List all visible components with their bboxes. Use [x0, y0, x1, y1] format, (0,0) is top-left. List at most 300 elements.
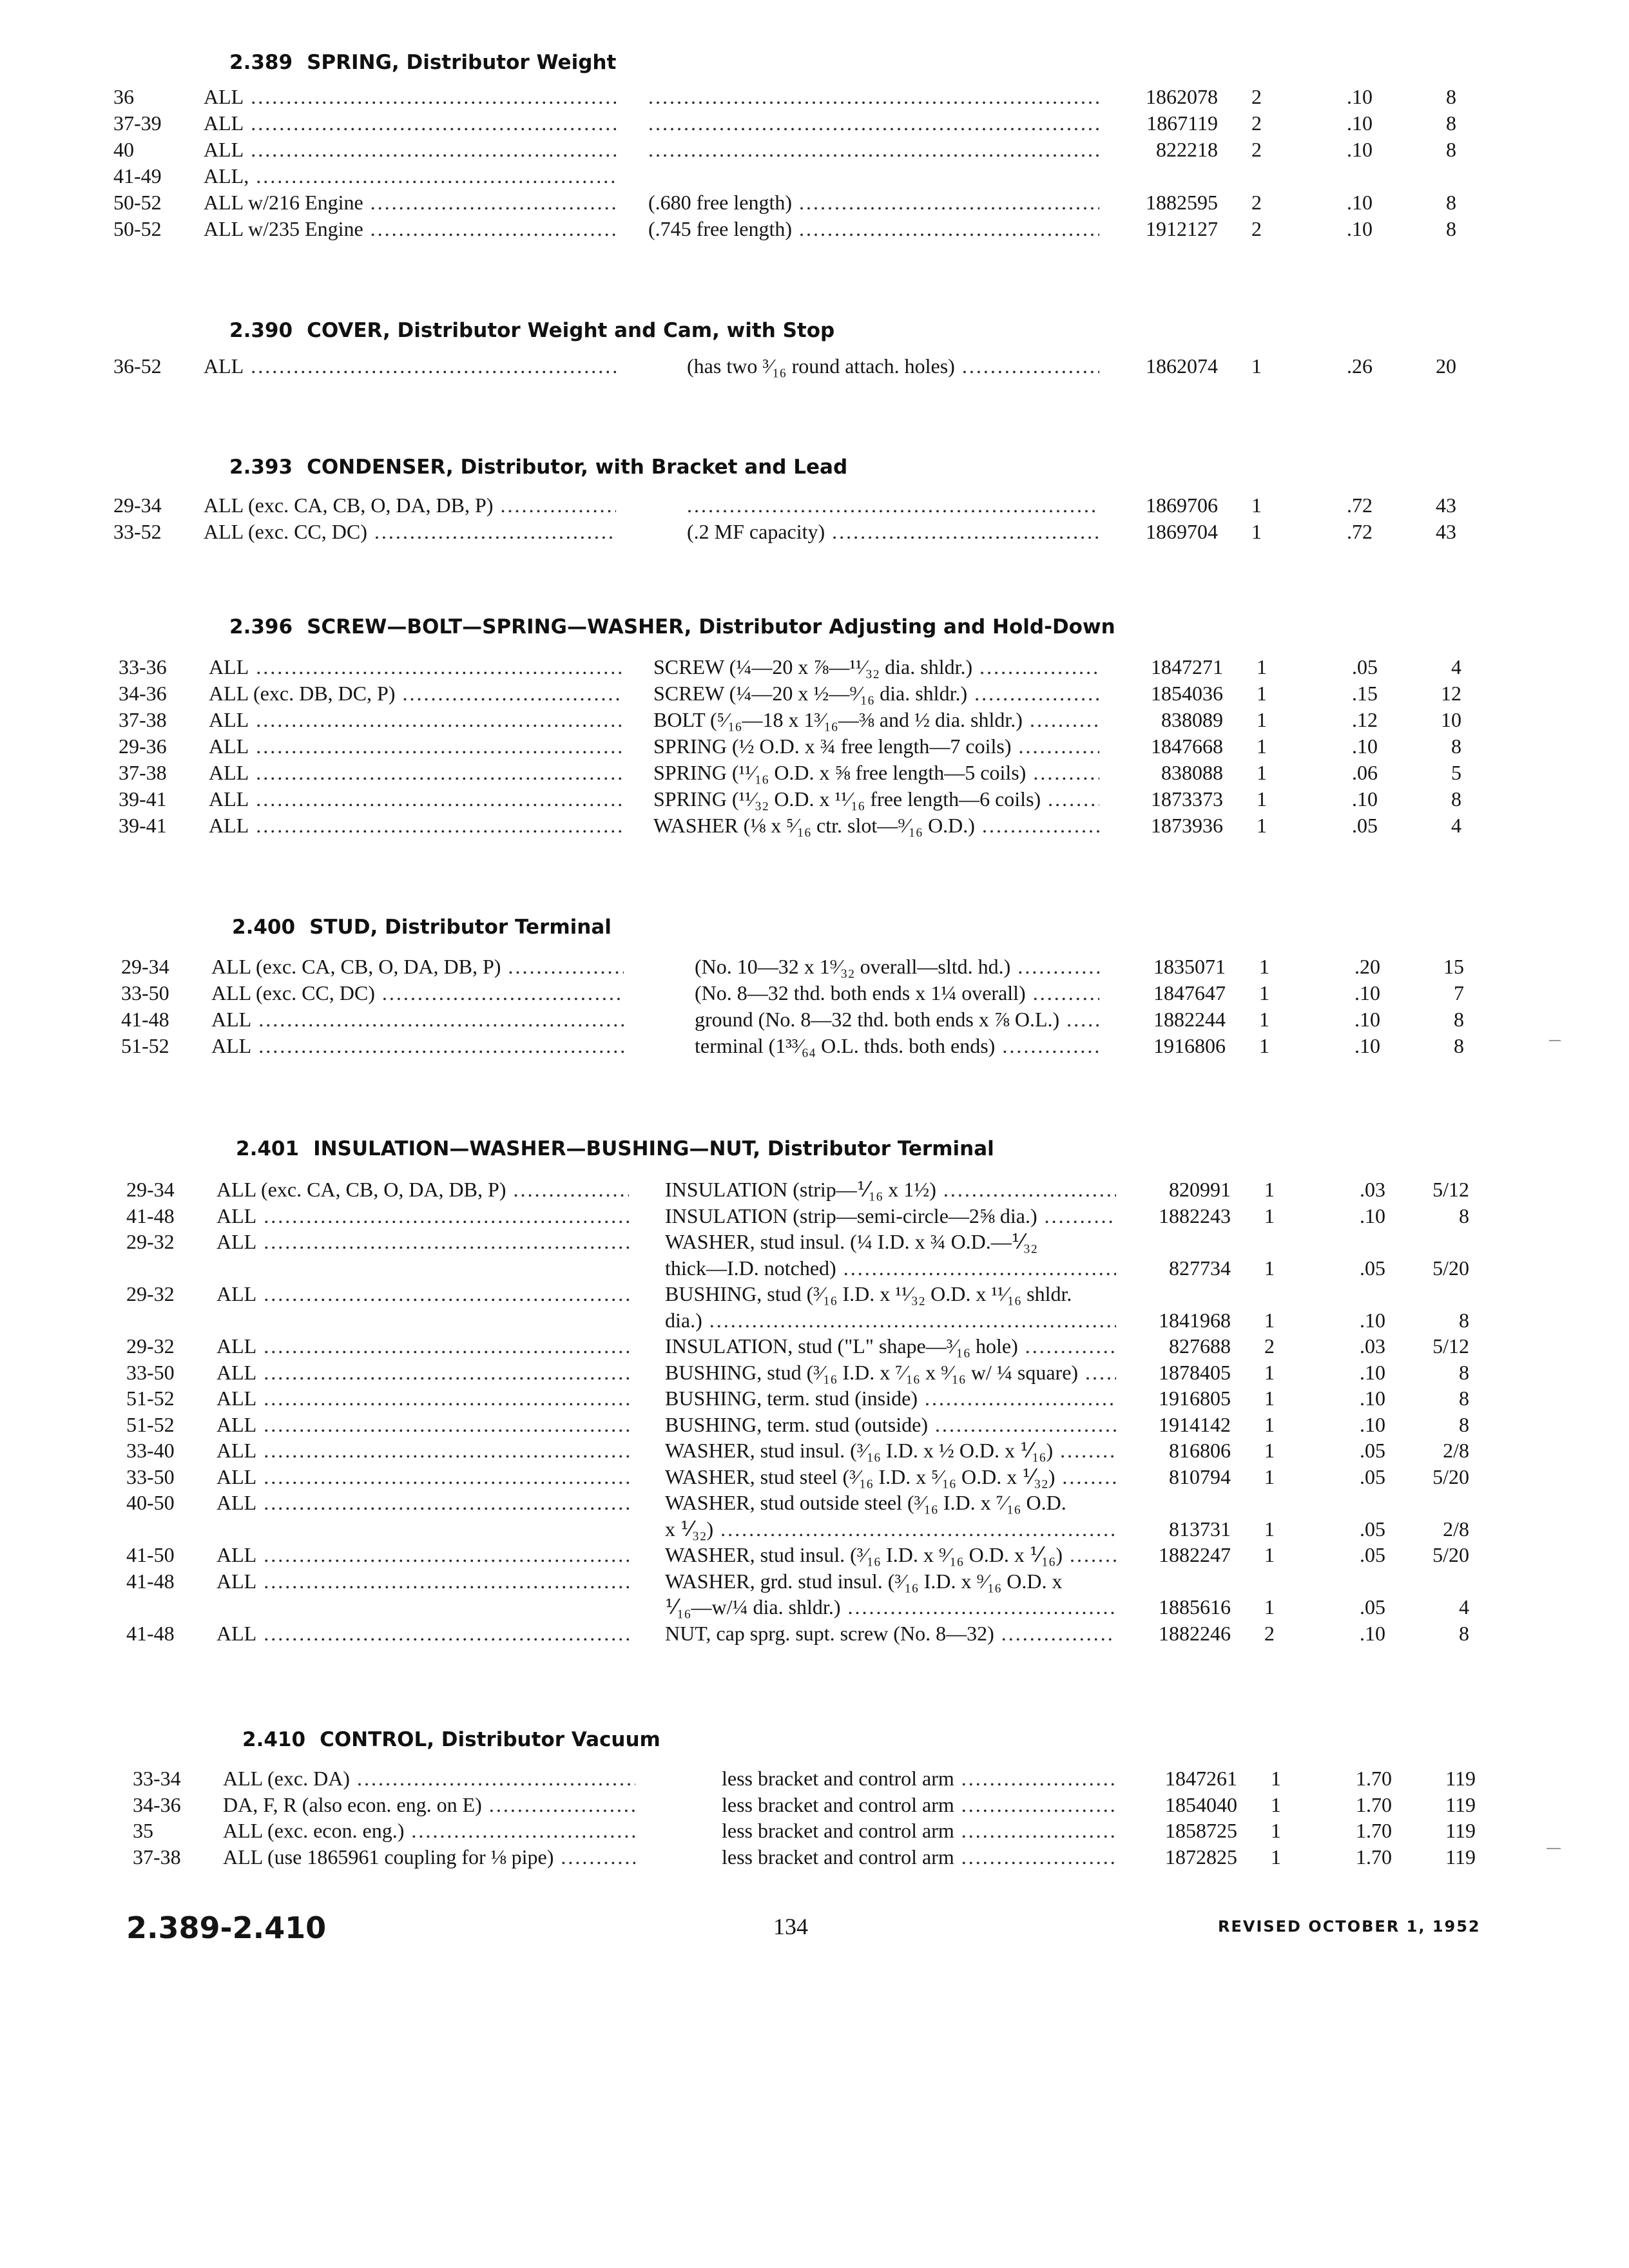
model-years: 36	[113, 85, 134, 108]
parts-row	[0, 760, 1629, 786]
parts-row	[0, 707, 1629, 733]
part-description: WASHER (⅛ x ⁵⁄₁₆ ctr. slot—⁹⁄₁₆ O.D.) .....	[653, 812, 1099, 839]
quantity: 1	[1264, 1204, 1275, 1227]
list-price: .05	[1360, 1517, 1385, 1541]
model-years: 29-34	[121, 955, 169, 978]
parts-row	[0, 1620, 1629, 1647]
parts-row	[0, 733, 1629, 760]
list-price: .03	[1360, 1334, 1385, 1358]
parts-row	[0, 1281, 1629, 1307]
quantity: 1	[1264, 1595, 1275, 1619]
models-applicable: ALL .....	[217, 1490, 629, 1516]
weight: 8	[1446, 191, 1456, 214]
model-years: 34-36	[119, 682, 167, 705]
model-years: 29-32	[126, 1334, 175, 1358]
list-price: .05	[1352, 814, 1378, 837]
section-heading	[229, 48, 616, 77]
models-applicable: ALL .....	[204, 84, 616, 110]
model-years: 50-52	[113, 191, 162, 214]
part-number: 827734	[1169, 1256, 1231, 1280]
part-number: 1854040	[1165, 1793, 1237, 1816]
models-applicable: ALL .....	[211, 1033, 624, 1059]
quantity: 2	[1251, 138, 1262, 161]
quantity: 2	[1251, 85, 1262, 108]
list-price: .10	[1360, 1204, 1385, 1227]
weight: 5/20	[1432, 1465, 1469, 1488]
models-applicable: ALL .....	[204, 110, 616, 137]
section-heading	[229, 612, 1115, 642]
model-years: 35	[133, 1819, 153, 1842]
quantity: 1	[1259, 955, 1269, 978]
model-years: 51-52	[126, 1413, 175, 1436]
quantity: 1	[1257, 787, 1267, 811]
weight: 8	[1451, 735, 1461, 758]
quantity: 2	[1251, 217, 1262, 240]
list-price: .10	[1352, 787, 1378, 811]
part-description: WASHER, grd. stud insul. (³⁄₁₆ I.D. x ⁹⁄₁₆ O.D. x	[665, 1570, 1063, 1593]
list-price: .05	[1360, 1543, 1385, 1566]
part-description: NUT, cap sprg. supt. screw (No. 8—32) .....	[665, 1620, 1116, 1647]
quantity: 1	[1251, 354, 1262, 378]
weight: 2/8	[1443, 1517, 1469, 1541]
list-price: .10	[1354, 1008, 1380, 1031]
part-number: 1882595	[1146, 191, 1218, 214]
section-title: COVER, Distributor Weight and Cam, with Stop	[307, 319, 835, 342]
part-description: ground (No. 8—32 thd. both ends x ⅞ O.L.) .....	[695, 1006, 1099, 1033]
models-applicable: ALL w/235 Engine .....	[204, 216, 616, 242]
quantity: 1	[1271, 1767, 1281, 1790]
part-description: less bracket and control arm .....	[722, 1818, 1115, 1844]
part-number: 1882243	[1159, 1204, 1231, 1227]
weight: 119	[1445, 1819, 1476, 1842]
list-price: .10	[1360, 1309, 1385, 1332]
part-description: less bracket and control arm .....	[722, 1792, 1115, 1818]
weight: 8	[1459, 1361, 1469, 1384]
part-number: 1841968	[1159, 1309, 1231, 1332]
part-description: less bracket and control arm .....	[722, 1765, 1115, 1792]
parts-row	[0, 1844, 1629, 1870]
part-number: 1835071	[1153, 955, 1226, 978]
quantity: 1	[1257, 682, 1267, 705]
section-heading	[229, 316, 834, 345]
parts-row	[0, 1437, 1629, 1464]
list-price: .10	[1347, 85, 1373, 108]
part-number: 1912127	[1146, 217, 1218, 240]
part-description: WASHER, stud insul. (¼ I.D. x ¾ O.D.—⅟₃₂	[665, 1230, 1038, 1253]
part-number: 1847668	[1151, 735, 1223, 758]
weight: 43	[1436, 520, 1456, 543]
parts-row	[0, 1490, 1629, 1516]
model-years: 37-39	[113, 111, 162, 135]
weight: 5/12	[1432, 1334, 1469, 1358]
part-description: WASHER, stud outside steel (³⁄₁₆ I.D. x ⁷⁄₁₆ O.D.	[665, 1491, 1066, 1514]
parts-row	[0, 980, 1629, 1006]
models-applicable: ALL (exc. CC, DC) .....	[204, 519, 616, 545]
list-price: .05	[1360, 1256, 1385, 1280]
model-years: 41-48	[126, 1570, 175, 1593]
parts-row	[0, 84, 1629, 110]
section-number: 2.401	[236, 1137, 300, 1160]
list-price: .10	[1354, 981, 1380, 1004]
models-applicable: ALL (use 1865961 coupling for ⅛ pipe) .....	[223, 1844, 635, 1870]
quantity: 1	[1264, 1178, 1275, 1201]
part-description: SPRING (½ O.D. x ¾ free length—7 coils) .....	[653, 733, 1099, 760]
part-description: less bracket and control arm .....	[722, 1844, 1115, 1870]
model-years: 33-50	[121, 981, 169, 1004]
models-applicable: ALL .....	[217, 1620, 629, 1647]
list-price: .05	[1360, 1439, 1385, 1462]
part-number: 1867119	[1146, 111, 1218, 135]
parts-row	[0, 1006, 1629, 1033]
section-number: 2.400	[232, 916, 296, 939]
part-description: (No. 10—32 x 1⁹⁄₃₂ overall—sltd. hd.) .....	[695, 954, 1099, 980]
quantity: 1	[1264, 1439, 1275, 1462]
quantity: 1	[1251, 494, 1262, 517]
parts-row	[0, 1033, 1629, 1059]
parts-row	[0, 680, 1629, 707]
section-title: CONTROL, Distributor Vacuum	[320, 1728, 660, 1751]
quantity: 1	[1271, 1793, 1281, 1816]
part-number: 1873373	[1151, 787, 1223, 811]
list-price: .20	[1354, 955, 1380, 978]
quantity: 1	[1271, 1845, 1281, 1869]
parts-row	[0, 1333, 1629, 1360]
part-description: SPRING (¹¹⁄₁₆ O.D. x ⅝ free length—5 coils) .....	[653, 760, 1099, 786]
models-applicable: ALL .....	[209, 760, 621, 786]
weight: 8	[1459, 1387, 1469, 1410]
model-years: 33-50	[126, 1361, 175, 1384]
model-years: 51-52	[126, 1387, 175, 1410]
list-price: .10	[1360, 1361, 1385, 1384]
part-description: BUSHING, stud (³⁄₁₆ I.D. x ⁷⁄₁₆ x ⁹⁄₁₆ w/ ¼ square) .....	[665, 1360, 1116, 1386]
weight: 4	[1459, 1595, 1469, 1619]
section-heading	[229, 452, 847, 482]
quantity: 1	[1264, 1256, 1275, 1280]
parts-row	[0, 1177, 1629, 1203]
part-number: 1869704	[1146, 520, 1218, 543]
weight: 8	[1459, 1413, 1469, 1436]
part-description	[648, 137, 1099, 163]
part-number: 1862074	[1146, 354, 1218, 378]
models-applicable: ALL (exc. DA) .....	[223, 1765, 635, 1792]
models-applicable: ALL .....	[209, 654, 621, 680]
part-description: (.745 free length) .....	[648, 216, 1099, 242]
weight: 12	[1441, 682, 1461, 705]
part-description: (No. 8—32 thd. both ends x 1¼ overall) .....	[695, 980, 1099, 1006]
part-description	[687, 492, 1099, 519]
models-applicable: ALL .....	[211, 1006, 624, 1033]
section-title: STUD, Distributor Terminal	[309, 916, 612, 939]
weight: 4	[1451, 655, 1461, 678]
models-applicable: ALL .....	[204, 353, 616, 380]
parts-row	[0, 110, 1629, 137]
models-applicable: ALL .....	[217, 1333, 629, 1360]
model-years: 41-49	[113, 164, 162, 187]
section-number: 2.390	[229, 319, 293, 342]
model-years: 40	[113, 138, 134, 161]
part-description: WASHER, stud insul. (³⁄₁₆ I.D. x ½ O.D. x ⅟₁₆) .....	[665, 1437, 1116, 1464]
part-description: INSULATION (strip—semi-circle—2⅝ dia.) .....	[665, 1203, 1116, 1229]
models-applicable: ALL .....	[217, 1203, 629, 1229]
model-years: 39-41	[119, 787, 167, 811]
weight: 20	[1436, 354, 1456, 378]
weight: 8	[1459, 1309, 1469, 1332]
section-range-code: 2.389-2.410	[126, 1910, 327, 1945]
parts-row	[0, 654, 1629, 680]
parts-row	[0, 1464, 1629, 1490]
list-price: .10	[1352, 735, 1378, 758]
weight: 8	[1446, 138, 1456, 161]
part-number: 1916805	[1159, 1387, 1231, 1410]
part-description: SCREW (¼—20 x ½—⁹⁄₁₆ dia. shldr.) .....	[653, 680, 1099, 707]
quantity: 1	[1264, 1309, 1275, 1332]
model-years: 29-36	[119, 735, 167, 758]
part-number: 816806	[1169, 1439, 1231, 1462]
part-number: 1862078	[1146, 85, 1218, 108]
parts-row	[0, 1765, 1629, 1792]
list-price: .10	[1347, 111, 1373, 135]
models-applicable: ALL (exc. CC, DC) .....	[211, 980, 624, 1006]
list-price: 1.70	[1356, 1767, 1392, 1790]
list-price: 1.70	[1356, 1845, 1392, 1869]
section-heading	[236, 1134, 994, 1164]
part-number: 1873936	[1151, 814, 1223, 837]
models-applicable: ALL .....	[217, 1412, 629, 1438]
model-years: 51-52	[121, 1034, 169, 1057]
list-price: .05	[1352, 655, 1378, 678]
part-number: 1869706	[1146, 494, 1218, 517]
model-years: 37-38	[119, 761, 167, 784]
models-applicable: ALL .....	[217, 1385, 629, 1412]
part-description: ⅟₁₆—w/¼ dia. shldr.) .....	[665, 1594, 1116, 1620]
quantity: 1	[1259, 981, 1269, 1004]
weight: 10	[1441, 708, 1461, 731]
list-price: .26	[1347, 354, 1373, 378]
part-number: 1914142	[1159, 1413, 1231, 1436]
part-number: 1847271	[1151, 655, 1223, 678]
quantity: 1	[1264, 1361, 1275, 1384]
section-number: 2.396	[229, 615, 293, 639]
part-description: INSULATION (strip—⅟₁₆ x 1½) .....	[665, 1177, 1116, 1203]
quantity: 1	[1264, 1413, 1275, 1436]
parts-row	[0, 1385, 1629, 1412]
models-applicable: ALL (exc. CA, CB, O, DA, DB, P) .....	[211, 954, 624, 980]
parts-row	[0, 1792, 1629, 1818]
weight: 8	[1451, 787, 1461, 811]
weight: 119	[1445, 1793, 1476, 1816]
part-description: terminal (1³³⁄₆₄ O.L. thds. both ends) .....	[695, 1033, 1099, 1059]
parts-row	[0, 353, 1629, 380]
section-title: SPRING, Distributor Weight	[307, 51, 617, 74]
part-number: 1847647	[1153, 981, 1226, 1004]
part-number: 822218	[1156, 138, 1218, 161]
models-applicable: ALL .....	[217, 1229, 629, 1255]
section-number: 2.389	[229, 51, 293, 74]
part-description: BOLT (⁵⁄₁₆—18 x 1³⁄₁₆—⅜ and ½ dia. shldr.) .....	[653, 707, 1099, 733]
part-description: WASHER, stud steel (³⁄₁₆ I.D. x ⁵⁄₁₆ O.D. x ⅟₃₂) .....	[665, 1464, 1116, 1490]
section-heading	[232, 912, 612, 942]
model-years: 29-32	[126, 1282, 175, 1305]
model-years: 29-34	[113, 494, 162, 517]
parts-row	[0, 786, 1629, 812]
models-applicable: ALL .....	[217, 1281, 629, 1307]
part-description: BUSHING, term. stud (outside) .....	[665, 1412, 1116, 1438]
list-price: .03	[1360, 1178, 1385, 1201]
model-years: 41-48	[126, 1622, 175, 1645]
weight: 8	[1454, 1034, 1464, 1057]
weight: 5/20	[1432, 1543, 1469, 1566]
part-description	[648, 110, 1099, 137]
part-description: thick—I.D. notched) .....	[665, 1255, 1116, 1282]
model-years: 29-32	[126, 1230, 175, 1253]
quantity: 2	[1264, 1622, 1275, 1645]
part-description: dia.) .....	[665, 1307, 1116, 1334]
part-number: 827688	[1169, 1334, 1231, 1358]
part-number: 1882244	[1153, 1008, 1226, 1031]
quantity: 2	[1251, 191, 1262, 214]
models-applicable: ALL w/216 Engine .....	[204, 189, 616, 216]
quantity: 1	[1264, 1465, 1275, 1488]
model-years: 50-52	[113, 217, 162, 240]
quantity: 1	[1259, 1034, 1269, 1057]
parts-row	[0, 1516, 1629, 1542]
quantity: 1	[1257, 761, 1267, 784]
weight: 8	[1459, 1204, 1469, 1227]
models-applicable: ALL .....	[217, 1360, 629, 1386]
quantity: 1	[1257, 735, 1267, 758]
part-description: BUSHING, term. stud (inside) .....	[665, 1385, 1116, 1412]
quantity: 1	[1264, 1543, 1275, 1566]
quantity: 1	[1259, 1008, 1269, 1031]
model-years: 29-34	[126, 1178, 175, 1201]
parts-row	[0, 1360, 1629, 1386]
quantity: 1	[1257, 655, 1267, 678]
weight: 5/12	[1432, 1178, 1469, 1201]
weight: 119	[1445, 1767, 1476, 1790]
part-number: 820991	[1169, 1178, 1231, 1201]
page-number: 134	[773, 1914, 808, 1939]
quantity: 1	[1251, 520, 1262, 543]
model-years: 34-36	[133, 1793, 181, 1816]
part-number: 1882247	[1159, 1543, 1231, 1566]
parts-row	[0, 1307, 1629, 1334]
parts-row	[0, 1229, 1629, 1255]
parts-row	[0, 137, 1629, 163]
list-price: .10	[1360, 1387, 1385, 1410]
list-price: .10	[1347, 138, 1373, 161]
part-description: INSULATION, stud ("L" shape—³⁄₁₆ hole) .....	[665, 1333, 1116, 1360]
model-years: 37-38	[133, 1845, 181, 1869]
section-title: CONDENSER, Distributor, with Bracket and Lead	[307, 456, 848, 479]
parts-row	[0, 492, 1629, 519]
model-years: 41-50	[126, 1543, 175, 1566]
weight: 2/8	[1443, 1439, 1469, 1462]
section-number: 2.410	[242, 1728, 306, 1751]
section-title: INSULATION—WASHER—BUSHING—NUT, Distributor Terminal	[313, 1137, 994, 1160]
part-description: (has two ³⁄₁₆ round attach. holes) .....	[687, 353, 1099, 380]
list-price: .10	[1347, 191, 1373, 214]
section-title: SCREW—BOLT—SPRING—WASHER, Distributor Adjusting and Hold-Down	[307, 615, 1115, 639]
part-description: (.680 free length) .....	[648, 189, 1099, 216]
quantity: 1	[1264, 1517, 1275, 1541]
part-description: WASHER, stud insul. (³⁄₁₆ I.D. x ⁹⁄₁₆ O.D. x ⅟₁₆) .....	[665, 1542, 1116, 1568]
parts-row	[0, 812, 1629, 839]
section-heading	[242, 1725, 660, 1754]
weight: 43	[1436, 494, 1456, 517]
parts-row	[0, 954, 1629, 980]
model-years: 40-50	[126, 1491, 175, 1514]
models-applicable: ALL .....	[209, 733, 621, 760]
models-applicable: ALL (exc. DB, DC, P) .....	[209, 680, 621, 707]
models-applicable: ALL, .....	[204, 163, 616, 189]
models-applicable: ALL (exc. econ. eng.) .....	[223, 1818, 635, 1844]
part-number: 1872825	[1165, 1845, 1237, 1869]
section-number: 2.393	[229, 456, 293, 479]
part-number: 838088	[1161, 761, 1223, 784]
margin-mark	[1549, 1040, 1561, 1041]
part-number: 838089	[1161, 708, 1223, 731]
weight: 8	[1446, 111, 1456, 135]
quantity: 1	[1271, 1819, 1281, 1842]
parts-row	[0, 1594, 1629, 1620]
parts-row	[0, 189, 1629, 216]
part-number: 810794	[1169, 1465, 1231, 1488]
parts-row	[0, 1568, 1629, 1595]
part-description	[648, 84, 1099, 110]
weight: 119	[1445, 1845, 1476, 1869]
parts-row	[0, 163, 1629, 189]
list-price: 1.70	[1356, 1819, 1392, 1842]
part-description: x ⅟₃₂) .....	[665, 1516, 1116, 1542]
model-years: 39-41	[119, 814, 167, 837]
models-applicable: ALL .....	[209, 812, 621, 839]
revision-date: REVISED OCTOBER 1, 1952	[1218, 1917, 1481, 1936]
model-years: 41-48	[121, 1008, 169, 1031]
part-number: 1885616	[1159, 1595, 1231, 1619]
weight: 8	[1446, 217, 1456, 240]
parts-row	[0, 216, 1629, 242]
models-applicable: DA, F, R (also econ. eng. on E) .....	[223, 1792, 635, 1818]
models-applicable: ALL .....	[217, 1542, 629, 1568]
parts-row	[0, 1412, 1629, 1438]
list-price: .72	[1347, 520, 1373, 543]
model-years: 33-40	[126, 1439, 175, 1462]
model-years: 33-52	[113, 520, 162, 543]
parts-row	[0, 1255, 1629, 1282]
part-number: 813731	[1169, 1517, 1231, 1541]
parts-row	[0, 1542, 1629, 1568]
part-description: SPRING (¹¹⁄₃₂ O.D. x ¹¹⁄₁₆ free length—6 coils) .....	[653, 786, 1099, 812]
list-price: .72	[1347, 494, 1373, 517]
models-applicable: ALL .....	[209, 707, 621, 733]
weight: 8	[1446, 85, 1456, 108]
quantity: 1	[1257, 814, 1267, 837]
list-price: .05	[1360, 1595, 1385, 1619]
part-description: BUSHING, stud (³⁄₁₆ I.D. x ¹¹⁄₃₂ O.D. x ¹¹⁄₁₆ shldr.	[665, 1282, 1072, 1305]
weight: 8	[1459, 1622, 1469, 1645]
part-number: 1858725	[1165, 1819, 1237, 1842]
list-price: .12	[1352, 708, 1378, 731]
models-applicable: ALL .....	[209, 786, 621, 812]
weight: 15	[1443, 955, 1464, 978]
model-years: 36-52	[113, 354, 162, 378]
list-price: .06	[1352, 761, 1378, 784]
quantity: 2	[1251, 111, 1262, 135]
list-price: .10	[1360, 1413, 1385, 1436]
weight: 5	[1451, 761, 1461, 784]
model-years: 33-50	[126, 1465, 175, 1488]
weight: 8	[1454, 1008, 1464, 1031]
